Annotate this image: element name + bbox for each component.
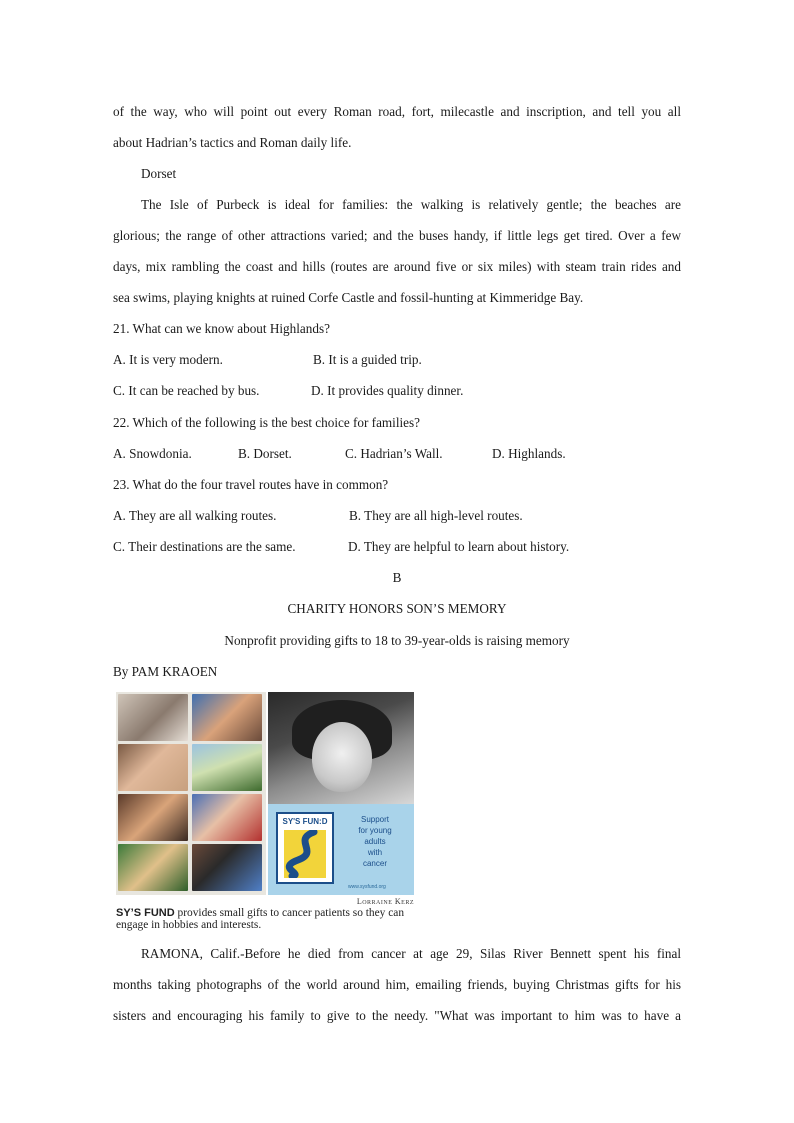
article-headline: CHARITY HONORS SON’S MEMORY [287, 601, 507, 616]
question-22-option-b: B. Dorset. [238, 446, 292, 461]
question-22-option-d: D. Highlands. [492, 446, 566, 461]
photo-collage [116, 692, 266, 895]
question-21-option-b: B. It is a guided trip. [313, 352, 422, 367]
article-subheadline: Nonprofit providing gifts to 18 to 39-year-olds is raising memory [224, 633, 570, 648]
question-23-option-c: C. Their destinations are the same. [113, 539, 296, 554]
question-21-option-c: C. It can be reached by bus. [113, 383, 260, 398]
question-23-stem: 23. What do the four travel routes have in common? [113, 477, 389, 492]
photo-credit: Lorraine Kerz [356, 897, 414, 906]
section-heading-dorset: Dorset [141, 166, 177, 181]
caption-lead: SY’S FUND [116, 907, 175, 919]
collage-photo [192, 844, 262, 891]
logo-title: SY'S FUN:D [282, 817, 328, 826]
dorset-line-3: days, mix rambling the coast and hills (routes are around five or six miles) with steam train rides and [113, 259, 681, 274]
sys-fund-logo-panel [268, 804, 414, 895]
question-21-option-d: D. It provides quality dinner. [311, 383, 464, 398]
question-22-option-c: C. Hadrian’s Wall. [345, 446, 443, 461]
question-22-stem: 22. Which of the following is the best choice for families? [113, 415, 421, 430]
photo-caption [116, 907, 414, 931]
dorset-line-2: glorious; the range of other attractions varied; and the buses handy, if little legs get tired. Over a few [113, 228, 681, 243]
portrait-photo [268, 692, 414, 804]
dorset-line-4: sea swims, playing knights at ruined Corfe Castle and fossil-hunting at Kimmeridge Bay. [113, 290, 584, 305]
question-21-option-a: A. It is very modern. [113, 352, 223, 367]
logo-tagline: Support for young adults with cancer [358, 815, 392, 868]
question-23-option-a: A. They are all walking routes. [113, 508, 277, 523]
question-21-stem: 21. What can we know about Highlands? [113, 321, 330, 336]
question-23-option-b: B. They are all high-level routes. [349, 508, 523, 523]
dorset-line-1: The Isle of Purbeck is ideal for families: the walking is relatively gentle; the beaches are [141, 197, 681, 212]
collage-photo [192, 744, 262, 791]
article-body-line-3: sisters and encouraging his family to give to the needy. "What was important to him was to have a [113, 1008, 681, 1023]
collage-photo [118, 794, 188, 841]
collage-photo [118, 844, 188, 891]
article-photo-figure [116, 692, 414, 932]
collage-photo [118, 744, 188, 791]
article-body-line-2: months taking photographs of the world around him, emailing friends, buying Christmas gifts for his [113, 977, 681, 992]
river-logo-icon [284, 830, 326, 878]
caption-text: provides small gifts to cancer patients so they can engage in hobbies and interests. [116, 907, 405, 931]
portrait-face [312, 722, 372, 792]
collage-photo [192, 694, 262, 741]
collage-photo [118, 694, 188, 741]
question-22-option-a: A. Snowdonia. [113, 446, 192, 461]
section-letter-b: B [392, 570, 402, 585]
article-byline: By PAM KRAOEN [113, 664, 218, 679]
sys-fund-logo [276, 812, 334, 884]
passage-a-line-2: about Hadrian’s tactics and Roman daily life. [113, 135, 352, 150]
logo-url: www.sysfund.org [348, 884, 386, 890]
article-body-line-1: RAMONA, Calif.-Before he died from cancer at age 29, Silas River Bennett spent his final [141, 946, 681, 961]
question-23-option-d: D. They are helpful to learn about history. [348, 539, 570, 554]
passage-a-line-1: of the way, who will point out every Roman road, fort, milecastle and inscription, and tell you all [113, 104, 681, 119]
river-icon [284, 830, 326, 878]
collage-photo [192, 794, 262, 841]
